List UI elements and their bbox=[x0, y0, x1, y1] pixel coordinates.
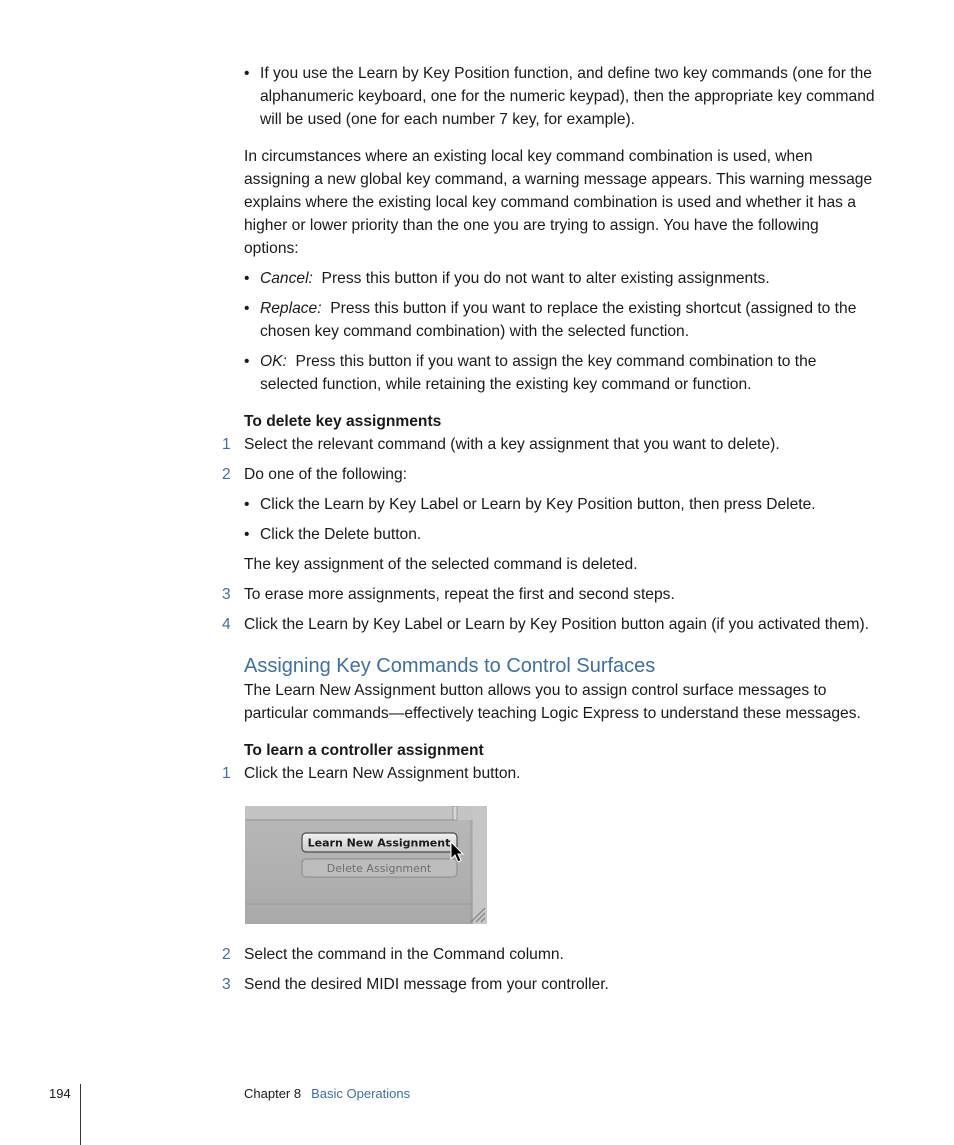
section-paragraph: The Learn New Assignment button allows you to assign control surface messages to particular commands—effectively teaching Logic Express to understand these messages. bbox=[244, 682, 861, 722]
list-item bbox=[244, 62, 876, 131]
step-text: To erase more assignments, repeat the first and second steps. bbox=[244, 586, 675, 603]
bullet-dot: • bbox=[244, 300, 250, 317]
option-ok bbox=[244, 350, 876, 396]
page-number: 194 bbox=[49, 1086, 71, 1101]
step-item bbox=[222, 762, 882, 785]
step-text: Send the desired MIDI message from your controller. bbox=[244, 976, 609, 993]
panel-top-strip bbox=[245, 806, 487, 820]
chapter-name[interactable]: Basic Operations bbox=[311, 1086, 411, 1101]
column-edge bbox=[453, 806, 457, 820]
learn-heading: To learn a controller assignment bbox=[244, 742, 484, 759]
step-number: 3 bbox=[222, 976, 231, 993]
step-item bbox=[222, 943, 882, 966]
option-text: Press this button if you want to replace the existing shortcut (assigned to the chosen key command combination) with the selected function. bbox=[260, 300, 857, 340]
step-item bbox=[222, 973, 882, 996]
step-number: 2 bbox=[222, 946, 231, 963]
step-item bbox=[222, 583, 882, 606]
option-term: Replace: bbox=[260, 300, 322, 317]
learn-assignment-screenshot bbox=[245, 806, 487, 924]
step-item bbox=[222, 463, 882, 486]
option-text: Press this button if you want to assign the key command combination to the selected function, while retaining the existing key command or function. bbox=[260, 353, 817, 393]
learn-button-label: Learn New Assignment bbox=[307, 836, 451, 850]
bullet-dot: • bbox=[244, 353, 250, 370]
step-text: Select the command in the Command column. bbox=[244, 946, 564, 963]
bullet-text: Click the Learn by Key Label or Learn by Key Position button, then press Delete. bbox=[260, 496, 816, 513]
option-term: Cancel: bbox=[260, 270, 313, 287]
bullet-dot: • bbox=[244, 526, 250, 543]
step-text: Click the Learn New Assignment button. bbox=[244, 765, 521, 782]
step-number: 1 bbox=[222, 765, 231, 782]
bullet-text: If you use the Learn by Key Position function, and define two key commands (one for the alphanumeric keyboard, one for the numeric keypad), then the appropriate key command will be used (one for each number 7 key, for example). bbox=[260, 65, 875, 128]
scroll-area bbox=[473, 806, 487, 924]
section-title: Assigning Key Commands to Control Surfaces bbox=[244, 655, 656, 677]
step-text: Select the relevant command (with a key assignment that you want to delete). bbox=[244, 436, 780, 453]
intro-paragraph: In circumstances where an existing local key command combination is used, when assigning a new global key command, a warning message appears. This warning message explains where the existing local key command combination is used and whether it has a higher or lower priority than the one you are trying to assign. You have the following options: bbox=[244, 148, 873, 257]
result-text: The key assignment of the selected command is deleted. bbox=[244, 556, 638, 573]
option-cancel bbox=[244, 267, 876, 290]
step-item bbox=[222, 433, 882, 456]
step-text: Click the Learn by Key Label or Learn by Key Position button again (if you activated them). bbox=[244, 616, 869, 633]
option-replace bbox=[244, 297, 876, 343]
step-item bbox=[222, 613, 882, 636]
list-item bbox=[244, 523, 876, 546]
bullet-dot: • bbox=[244, 65, 250, 82]
delete-button-label: Delete Assignment bbox=[326, 862, 432, 875]
footer-rule bbox=[80, 1084, 81, 1145]
footer-chapter bbox=[244, 1086, 410, 1101]
bullet-text: Click the Delete button. bbox=[260, 526, 422, 543]
option-term: OK: bbox=[260, 353, 287, 370]
option-text: Press this button if you do not want to alter existing assignments. bbox=[321, 270, 770, 287]
chapter-label: Chapter 8 bbox=[244, 1086, 302, 1101]
step-number: 1 bbox=[222, 436, 231, 453]
list-item bbox=[244, 493, 876, 516]
bullet-dot: • bbox=[244, 496, 250, 513]
bullet-dot: • bbox=[244, 270, 250, 287]
delete-heading: To delete key assignments bbox=[244, 413, 442, 430]
step-number: 4 bbox=[222, 616, 231, 633]
step-text: Do one of the following: bbox=[244, 466, 407, 483]
step-number: 3 bbox=[222, 586, 231, 603]
step-number: 2 bbox=[222, 466, 231, 483]
